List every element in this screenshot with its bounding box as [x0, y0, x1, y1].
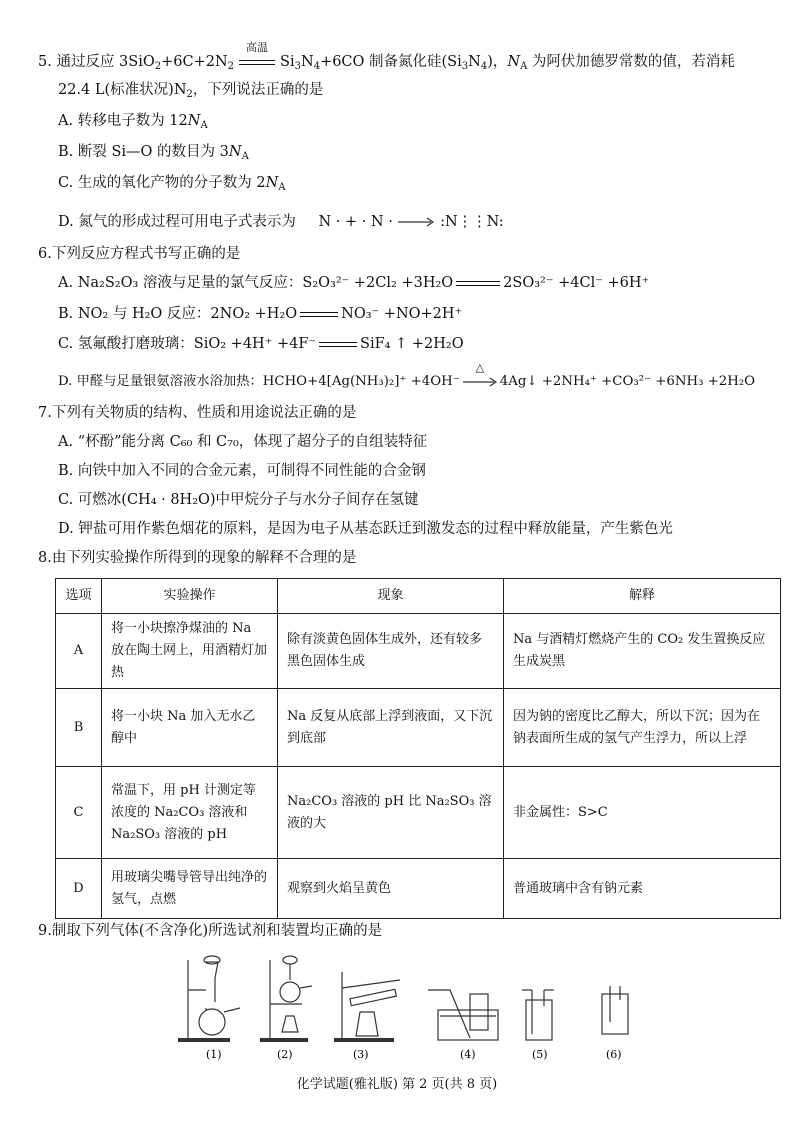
q5-text-b: +6C+2N: [161, 54, 228, 70]
q7-option-d: D. 钾盐可用作紫色烟花的原料，是因为电子从基态跃迁到激发态的过程中释放能量，产生紫色光: [58, 521, 673, 537]
table-header-cell: 选项: [56, 579, 102, 614]
q5-b-text: B. 断裂 Si—O 的数目为 3: [58, 144, 229, 160]
reaction-arrow-icon: [397, 217, 435, 227]
q6-d-left: D. 甲醛与足量银氨溶液水浴加热：HCHO+4[Ag(NH₃)₂]⁺ +4OH⁻: [58, 374, 460, 389]
q5-line2-a: 22.4 L(标准状况)N: [58, 82, 187, 98]
page-footer: 化学试题(雅礼版) 第 2 页(共 8 页): [296, 1077, 498, 1092]
apparatus-3-icon: [334, 972, 400, 1042]
q6-d-condition: [462, 361, 498, 392]
q7-option-a: A. “杯酚”能分离 C₆₀ 和 C₇₀，体现了超分子的自组装特征: [58, 434, 428, 450]
apparatus-label: (2): [277, 1048, 293, 1061]
q6-a-left: A. Na₂S₂O₃ 溶液与足量的氯气反应：S₂O₃²⁻ +2Cl₂ +3H₂O: [58, 275, 454, 291]
row-explanation: 普通玻璃中含有钠元素: [504, 859, 781, 919]
row-option: C: [56, 767, 102, 859]
table-header-row: [56, 579, 781, 614]
apparatus-label: (4): [460, 1048, 476, 1061]
row-phenomenon: 除有淡黄色固体生成外，还有较多黑色固体生成: [278, 614, 504, 689]
table-row: [56, 859, 781, 919]
row-phenomenon: Na 反复从底部上浮到液面，又下沉到底部: [278, 689, 504, 767]
q5-text-d: N: [301, 54, 314, 70]
q9-apparatus-figure: [170, 950, 650, 1065]
row-operation: 将一小块擦净煤油的 Na 放在陶土网上，用酒精灯加热: [102, 614, 278, 689]
q5-line2-b: ，下列说法正确的是: [192, 82, 324, 98]
q5-na-sub: A: [520, 61, 528, 72]
q9-stem: [38, 921, 382, 941]
q6-number: 6.: [38, 246, 52, 262]
q6-stem-text: 下列反应方程式书写正确的是: [51, 246, 241, 262]
table-row: [56, 767, 781, 859]
q6-d-right: 4Ag↓ +2NH₄⁺ +CO₃²⁻ +6NH₃ +2H₂O: [499, 374, 756, 389]
q5-option-a: A. 转移电子数为 $12N_A$: [58, 113, 208, 131]
reaction-arrow-icon: [462, 377, 498, 387]
row-explanation: Na 与酒精灯燃烧产生的 CO₂ 发生置换反应生成炭黑: [504, 614, 781, 689]
apparatus-2-icon: [260, 956, 312, 1042]
q9-stem-text: 制取下列气体(不含净化)所选试剂和装置均正确的是: [51, 923, 383, 939]
q5-text-a: 通过反应 3SiO: [56, 54, 155, 70]
q7-option-c: C. 可燃冰(CH₄ · 8H₂O)中甲烷分子与水分子间存在氢键: [58, 492, 419, 508]
q7-stem: [38, 403, 356, 423]
q6-d-cond-label: △: [475, 361, 485, 374]
row-phenomenon: 观察到火焰呈黄色: [278, 859, 504, 919]
q5-d-right: :N⋮⋮N:: [440, 214, 504, 230]
q7-option-b: B. 向铁中加入不同的合金元素，可制得不同性能的合金钢: [58, 463, 426, 479]
row-explanation: 非金属性：S>C: [504, 767, 781, 859]
apparatus-6-icon: [602, 986, 628, 1034]
row-option: B: [56, 689, 102, 767]
apparatus-4-icon: [428, 990, 498, 1040]
q5-d-left: N · + · N ·: [318, 214, 393, 230]
q5-line1: 5. 通过反应 $3SiO_2+6C+2N_2$ 高温 $Si_3N_4+6CO$ 制备氮化硅$(Si_3N_4)$，$N_A$ 为阿伏加德罗常数的值，若消耗: [38, 52, 735, 72]
q5-text-f: N: [468, 54, 481, 70]
q8-number: 8.: [38, 550, 52, 566]
table-header-cell: 解释: [504, 579, 781, 614]
row-option: D: [56, 859, 102, 919]
q5-text-g: )，: [487, 54, 508, 70]
row-operation: 常温下，用 pH 计测定等浓度的 Na₂CO₃ 溶液和 Na₂SO₃ 溶液的 pH: [102, 767, 278, 859]
q5-condition: [236, 41, 278, 72]
apparatus-label: (5): [532, 1048, 548, 1061]
q6-option-a: [58, 273, 649, 293]
q8-stem-text: 由下列实验操作所得到的现象的解释不合理的是: [51, 550, 357, 566]
row-operation: 用玻璃尖嘴导管导出纯净的氢气，点燃: [102, 859, 278, 919]
q6-option-b: [58, 304, 462, 324]
table-header-cell: 实验操作: [102, 579, 278, 614]
apparatus-label: (1): [206, 1048, 222, 1061]
q6-b-left: B. NO₂ 与 H₂O 反应：2NO₂ +H₂O: [58, 306, 298, 322]
table-row: [56, 614, 781, 689]
q7-number: 7.: [38, 405, 52, 421]
q6-stem: [38, 244, 240, 264]
q6-b-right: NO₃⁻ +NO+2H⁺: [341, 306, 463, 322]
q5-option-b: B. 断裂 Si—O 的数目为 $3N_A$: [58, 144, 249, 162]
q5-a-text: A. 转移电子数为 12: [58, 113, 188, 129]
q5-text-e: +6CO 制备氮化硅(Si: [320, 54, 462, 70]
q7-stem-text: 下列有关物质的结构、性质和用途说法正确的是: [51, 405, 357, 421]
q5-d-text: D. 氮气的形成过程可用电子式表示为: [58, 214, 296, 230]
apparatus-5-icon: [522, 990, 554, 1040]
q6-c-left: C. 氢氟酸打磨玻璃：SiO₂ +4H⁺ +4F⁻: [58, 336, 317, 352]
q6-option-c: [58, 334, 464, 354]
row-phenomenon: Na₂CO₃ 溶液的 pH 比 Na₂SO₃ 溶液的大: [278, 767, 504, 859]
q8-stem: [38, 548, 356, 568]
table-row: [56, 689, 781, 767]
q5-na: N: [507, 54, 521, 70]
row-option: A: [56, 614, 102, 689]
q6-option-d: [58, 361, 756, 392]
q5-c-text: C. 生成的氧化产物的分子数为 2: [58, 175, 266, 191]
apparatus-label: (3): [353, 1048, 369, 1061]
q5-option-c: C. 生成的氧化产物的分子数为 $2N_A$: [58, 175, 286, 193]
apparatus-1-icon: [178, 956, 240, 1042]
table-header-cell: 现象: [278, 579, 504, 614]
q8-table: [55, 578, 781, 919]
q5-text-h: 为阿伏加德罗常数的值，若消耗: [527, 54, 735, 70]
apparatus-label: (6): [606, 1048, 622, 1061]
q5-cond-label: 高温: [246, 41, 269, 54]
q5-line2: 22.4 L(标准状况)$N_2$，下列说法正确的是: [58, 82, 324, 100]
q9-number: 9.: [38, 923, 52, 939]
q5-text-c: Si: [280, 54, 295, 70]
q6-c-right: SiF₄ ↑ +2H₂O: [360, 336, 464, 352]
row-operation: 将一小块 Na 加入无水乙醇中: [102, 689, 278, 767]
q6-a-right: 2SO₃²⁻ +4Cl⁻ +6H⁺: [503, 275, 650, 291]
q5-option-d: [58, 212, 504, 232]
q5-number: 5.: [38, 54, 52, 70]
row-explanation: 因为钠的密度比乙醇大，所以下沉；因为在钠表面所生成的氢气产生浮力，所以上浮: [504, 689, 781, 767]
